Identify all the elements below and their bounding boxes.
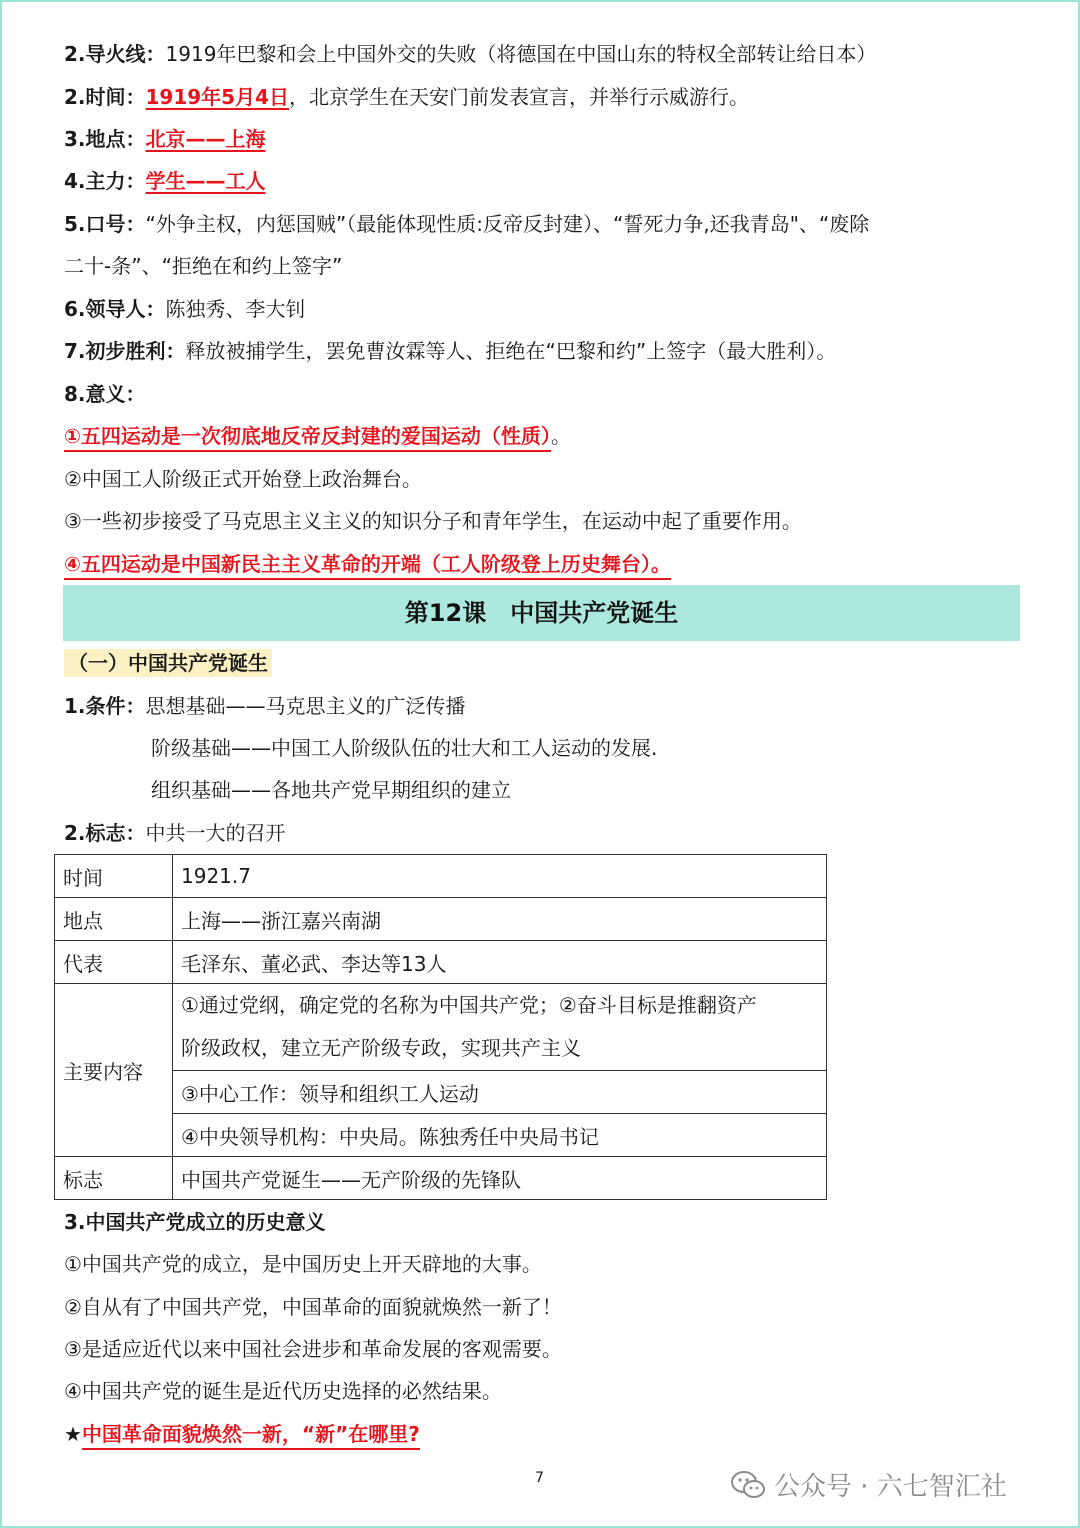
victory-line: 7.初步胜利：释放被捕学生，罢免曹汝霖等人、拒绝在“巴黎和约”上签字（最大胜利）。 xyxy=(64,339,837,363)
significance-1: ①五四运动是一次彻底地反帝反封建的爱国运动（性质）。 xyxy=(64,421,571,451)
time-line: 2.时间：1919年5月4日，北京学生在天安门前发表宣言，并举行示威游行。 xyxy=(64,85,750,109)
page-number: 7 xyxy=(535,1470,544,1486)
table-value: 毛泽东、董必武、李达等13人 xyxy=(173,941,827,984)
meaning-heading: 3.中国共产党成立的历史意义 xyxy=(64,1210,326,1234)
condition-line-1: 1.条件：思想基础——马克思主义的广泛传播 xyxy=(64,694,466,718)
table-value: ④中央领导机构：中央局。陈独秀任中央局书记 xyxy=(173,1114,827,1157)
table-value: ①通过党纲，确定党的名称为中国共产党；②奋斗目标是推翻资产 阶级政权，建立无产阶级专政，实现共产主义 xyxy=(173,984,827,1071)
sign-line: 2.标志：中共一大的召开 xyxy=(64,821,286,845)
table-label: 时间 xyxy=(55,855,173,898)
significance-4: ④五四运动是中国新民主主义革命的开端（工人阶级登上历史舞台）。 xyxy=(64,549,671,579)
leader-line: 6.领导人：陈独秀、李大钊 xyxy=(64,297,306,321)
fuse-line: 2.导火线：1919年巴黎和会上中国外交的失败（将德国在中国山东的特权全部转让给日本） xyxy=(64,42,877,66)
table-row xyxy=(55,984,827,1071)
slogan-line-2: 二十-条”、“拒绝在和约上签字” xyxy=(64,254,343,278)
star-icon: ★ xyxy=(64,1422,82,1446)
watermark-text: 公众号 · 六七智汇社 xyxy=(774,1472,1007,1502)
table-label: 标志 xyxy=(55,1157,173,1200)
table-row xyxy=(55,898,827,941)
table-value: 1921.7 xyxy=(173,855,827,898)
table-value: 上海——浙江嘉兴南湖 xyxy=(173,898,827,941)
main-force-line: 4.主力：学生——工人 xyxy=(64,169,266,193)
table-row xyxy=(55,855,827,898)
significance-heading: 8.意义： xyxy=(64,382,146,406)
table-value: 中国共产党诞生——无产阶级的先锋队 xyxy=(173,1157,827,1200)
condition-line-3: 组织基础——各地共产党早期组织的建立 xyxy=(151,778,511,802)
table-label: 地点 xyxy=(55,898,173,941)
table-label: 代表 xyxy=(55,941,173,984)
condition-line-2: 阶级基础——中国工人阶级队伍的壮大和工人运动的发展. xyxy=(151,736,658,760)
date-highlight: 1919年5月4日 xyxy=(145,85,290,109)
slogan-line: 5.口号：“外争主权，内惩国贼”（最能体现性质:反帝反封建）、“誓死力争,还我青岛"、“废除 xyxy=(64,212,870,236)
table-value: ③中心工作：领导和组织工人运动 xyxy=(173,1071,827,1114)
congress-table xyxy=(54,854,827,1200)
table-label: 主要内容 xyxy=(55,984,173,1157)
meaning-2: ②自从有了中国共产党，中国革命的面貌就焕然一新了！ xyxy=(64,1295,562,1319)
table-row xyxy=(55,941,827,984)
lesson-banner: 第12课 中国共产党诞生 xyxy=(63,585,1020,641)
meaning-1: ①中国共产党的成立，是中国历史上开天辟地的大事。 xyxy=(64,1252,542,1276)
significance-2: ②中国工人阶级正式开始登上政治舞台。 xyxy=(64,467,422,491)
table-row xyxy=(55,1157,827,1200)
watermark xyxy=(730,1466,1007,1503)
meaning-3: ③是适应近代以来中国社会进步和革命发展的客观需要。 xyxy=(64,1337,562,1361)
meaning-4: ④中国共产党的诞生是近代历史选择的必然结果。 xyxy=(64,1379,502,1403)
question-line: ★中国革命面貌焕然一新，“新”在哪里? xyxy=(64,1419,420,1449)
wechat-icon xyxy=(730,1470,766,1500)
section-title: （一）中国共产党诞生 xyxy=(64,648,272,678)
place-line: 3.地点：北京——上海 xyxy=(64,127,266,151)
significance-3: ③一些初步接受了马克思主义主义的知识分子和青年学生，在运动中起了重要作用。 xyxy=(64,509,802,533)
